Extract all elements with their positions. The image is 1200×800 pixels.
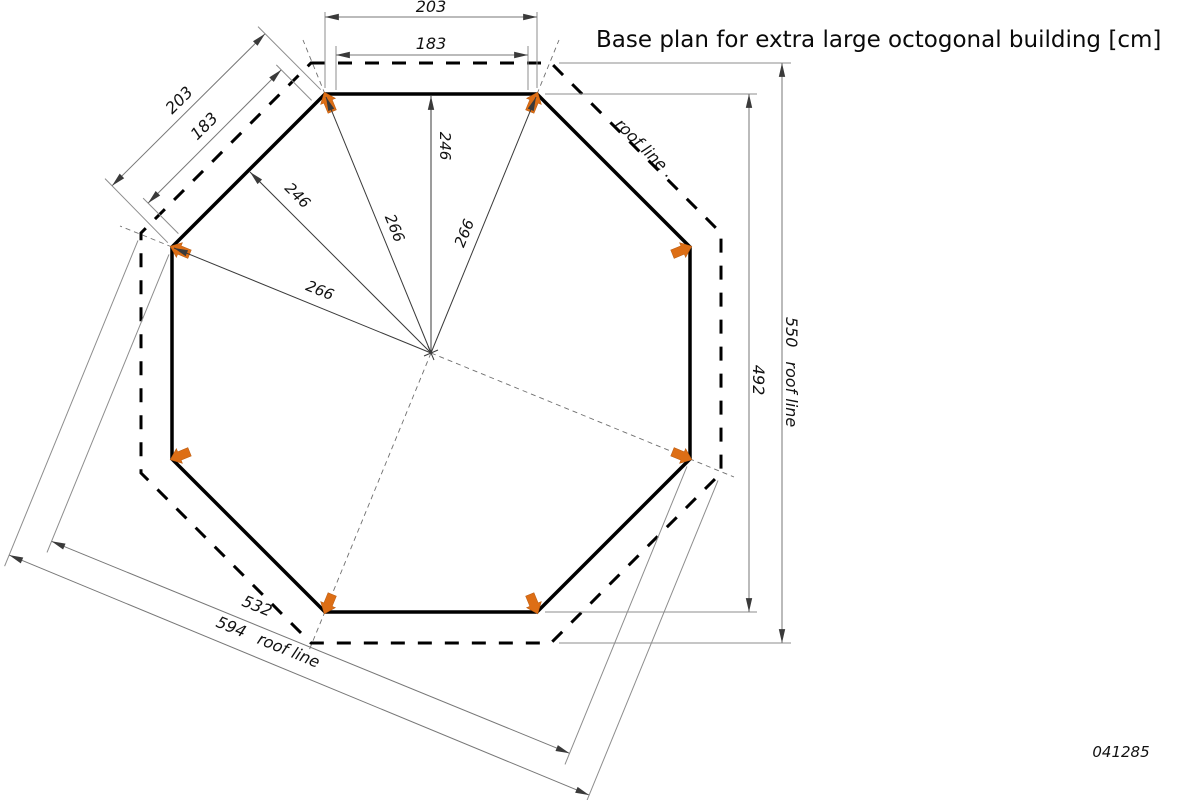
diagonal-extension-top-left	[303, 40, 325, 94]
dim-across-flats-wall: 492	[749, 364, 768, 396]
dim-top-side-inner: 183	[415, 34, 447, 53]
dim-radius-top-left: 266	[380, 211, 409, 245]
dim-group-right	[545, 63, 801, 643]
apothem-line-diagonal	[250, 172, 431, 353]
dim-group-top	[325, 0, 537, 90]
doc-number: 041285	[1092, 743, 1150, 761]
dim-across-flats-roof	[782, 317, 801, 427]
dim-apothem-vertical: 246	[436, 131, 454, 161]
dim-apothem-diagonal: 246	[281, 178, 315, 212]
dim-diag-side-inner: 183	[186, 108, 222, 144]
dim-across-corners-wall: 532	[239, 591, 275, 621]
dim-diag-side-outer: 203	[161, 82, 197, 118]
dim-across-corners-roof-value: 594	[213, 612, 249, 642]
roof-line-label-top-right: roof line .	[611, 114, 679, 182]
drawing-title: Base plan for extra large octogonal building [cm]	[596, 27, 1162, 53]
roof-line-label-right: roof line	[782, 361, 801, 428]
dim-radius-left: 266	[303, 276, 337, 305]
radius-line-left	[174, 248, 431, 353]
roof-line-label-bottom: roof line	[254, 629, 323, 672]
dim-radius-top-right: 266	[450, 216, 479, 250]
dim-across-flats-roof-value: 550	[782, 316, 801, 348]
radius-line-top-left	[326, 97, 431, 353]
dim-top-side-outer: 203	[415, 0, 447, 16]
